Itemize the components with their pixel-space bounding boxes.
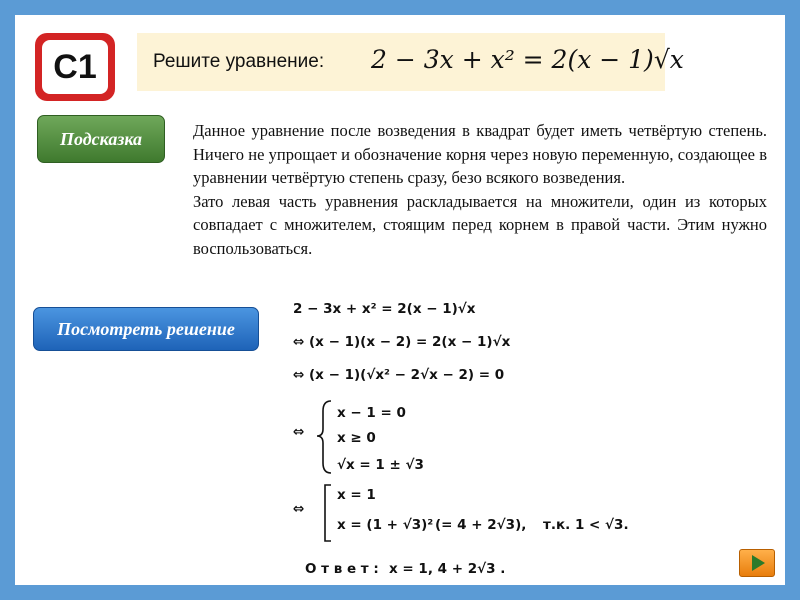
set-note: (= 4 + 2√3),: [435, 517, 527, 533]
task-number-label: С1: [42, 40, 108, 94]
set-line-1: x = 1: [337, 487, 376, 503]
system-line-3: √x = 1 ± √3: [337, 457, 424, 473]
slide: [15, 15, 785, 585]
answer-value: x = 1, 4 + 2√3 .: [389, 561, 506, 577]
view-solution-button[interactable]: Посмотреть решение: [33, 307, 259, 351]
system-line-1: x − 1 = 0: [337, 405, 406, 421]
hint-paragraph-2: Зато левая часть уравнения раскладывается на множители, один из которых совпадает с множителем, стоящим перед корнем в правой части. Этим нужно воспользоваться.: [193, 191, 767, 258]
solution-line-3: ⇔ (x − 1)(√x² − 2√x − 2) = 0: [293, 367, 505, 383]
set-bracket: [325, 485, 331, 541]
task-equation: 2 − 3x + x² = 2(x − 1)√x: [371, 45, 684, 74]
hint-button[interactable]: Подсказка: [37, 115, 165, 163]
task-label: Решите уравнение:: [153, 51, 325, 72]
set-line-2: x = (1 + √3)²: [337, 517, 434, 533]
task-number-badge: [35, 33, 115, 101]
next-slide-button[interactable]: [739, 549, 775, 577]
task-statement: [137, 33, 684, 91]
solution-block: [285, 293, 735, 583]
equiv-sign-2: ⇔: [293, 501, 305, 517]
hint-paragraph-1: Данное уравнение после возведения в квадрат будет иметь четвёртую степень. Ничего не упрощает и обозначение корня через новую переменную, создающее в уравнении четвёртую степень сразу, безо всякого возведения.: [193, 121, 767, 187]
system-line-2: x ≥ 0: [337, 430, 376, 446]
set-condition: т.к. 1 < √3.: [543, 517, 629, 533]
system-brace: [317, 401, 331, 473]
answer-label: О т в е т :: [305, 561, 379, 577]
play-next-icon: [752, 555, 765, 571]
solution-line-1: 2 − 3x + x² = 2(x − 1)√x: [293, 301, 476, 317]
solution-line-2: ⇔ (x − 1)(x − 2) = 2(x − 1)√x: [293, 334, 511, 350]
equiv-sign-1: ⇔: [293, 424, 305, 440]
hint-text: [193, 119, 767, 260]
